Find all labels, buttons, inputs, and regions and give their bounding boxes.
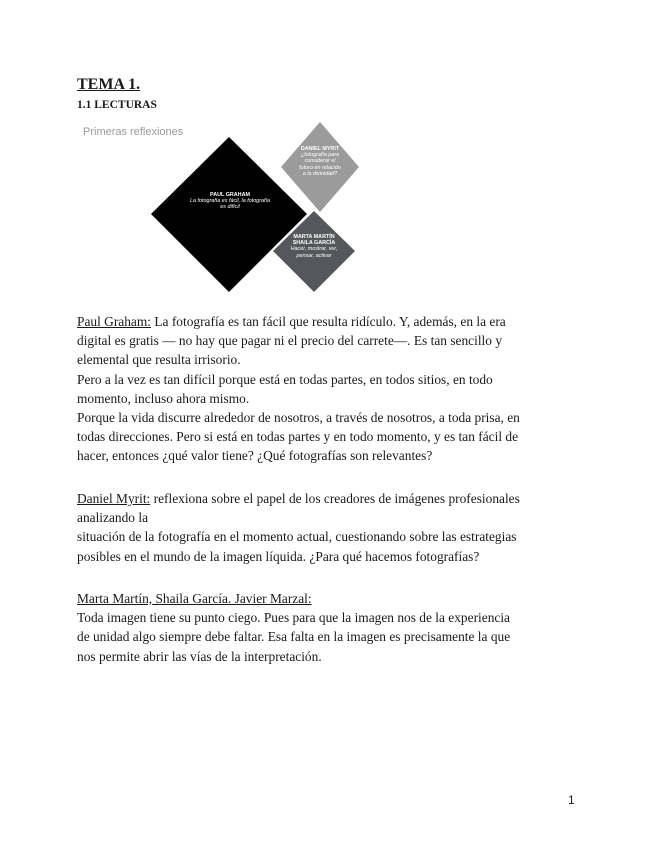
paragraph-line: elemental que resulta irrisorio.: [77, 352, 241, 368]
section-heading: 1.1 LECTURAS: [77, 99, 157, 111]
paragraph-text: La fotografía es tan fácil que resulta ridículo. Y, además, en la era: [151, 314, 506, 329]
martin-section: [77, 589, 577, 666]
paragraph-line: situación de la fotografía en el momento actual, cuestionando sobre las estrategias: [77, 529, 517, 545]
diamond-myrit-label: [298, 146, 342, 177]
author-name: Marta Martín, Shaila García. Javier Marzal:: [77, 591, 312, 606]
diamond-martin-quote: Hacer, mostrar, ver, pensar, activar: [290, 246, 338, 259]
paragraph-line: posibles en el mundo de la imagen líquida. ¿Para qué hacemos fotografías?: [77, 548, 480, 564]
paragraph-line: [77, 312, 577, 331]
diamond-graham: [151, 137, 307, 292]
paragraph-line: digital es gratis — no hay que pagar ni el precio del carrete—. Es tan sencillo y: [77, 333, 503, 349]
paragraph-line: Pero a la vez es tan difícil porque está en todas partes, en todos sitios, en todo: [77, 371, 493, 387]
paragraph-line: Porque la vida discurre alrededor de nosotros, a través de nosotros, a toda prisa, en: [77, 410, 520, 426]
paragraph-line: de unidad algo siempre debe faltar. Esa falta en la imagen es precisamente la que: [77, 629, 511, 645]
diamond-myrit-name: DANIEL MYRIT: [300, 146, 340, 152]
paragraph-line: analizando la: [77, 510, 149, 526]
myrit-section: [77, 489, 577, 566]
author-name: Daniel Myrit:: [77, 491, 151, 506]
graham-section: [77, 312, 577, 466]
paragraph-line: momento, incluso ahora mismo.: [77, 390, 250, 406]
diagram-caption: Primeras reflexiones: [83, 126, 184, 138]
paragraph-line: nos permite abrir las vías de la interpretación.: [77, 648, 322, 664]
paragraph-line: hacer, entonces ¿qué valor tiene? ¿Qué fotografías son relevantes?: [77, 448, 433, 464]
author-name: Paul Graham:: [77, 314, 152, 329]
paragraph-text: reflexiona sobre el papel de los creadores de imágenes profesionales: [150, 491, 520, 506]
diamond-graham-label: [189, 192, 271, 211]
paragraph-line: [77, 489, 577, 508]
diamond-graham-name: PAUL GRAHAM: [210, 192, 250, 198]
diamond-martin-label: [290, 234, 338, 259]
diamond-graham-quote: La fotografía es fácil, la fotografía es difícil: [189, 198, 270, 211]
paragraph-line: [77, 589, 577, 608]
paragraph-line: todas direcciones. Pero si está en todas partes y en todo momento, y es tan fácil de: [77, 429, 519, 445]
diamond-martin-name: MARTA MARTÍN SHAILA GARCÍA: [292, 234, 336, 247]
paragraph-line: Toda imagen tiene su punto ciego. Pues para que la imagen nos de la experiencia: [77, 610, 510, 626]
page-number: 1: [568, 793, 575, 807]
reflections-diagram: [77, 122, 377, 297]
page-title: TEMA 1.: [77, 76, 141, 93]
diamond-myrit-quote: ¿fotografía para considerar el futuro en relación a la divinidad?: [299, 152, 341, 177]
